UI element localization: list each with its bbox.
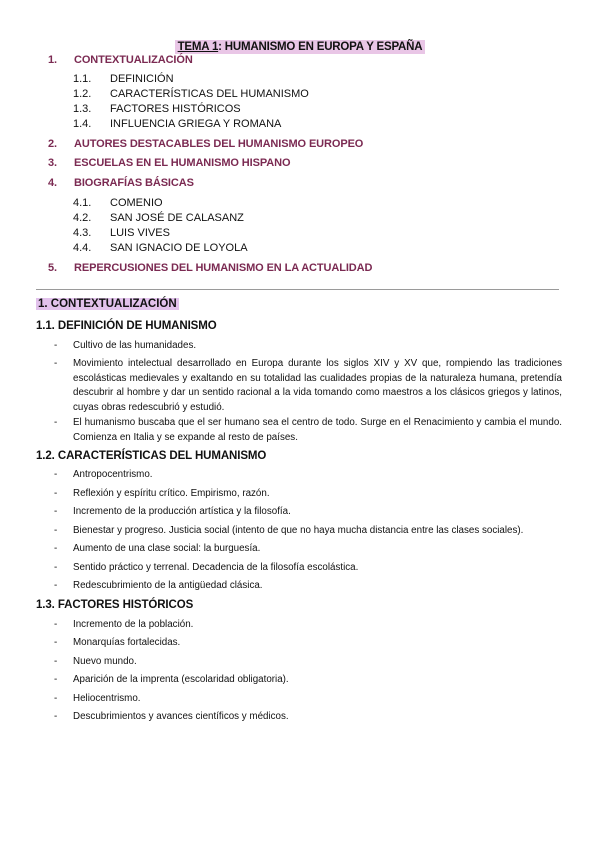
list-dash: -: [54, 525, 58, 536]
toc-item-1: [48, 54, 193, 66]
toc-label: BIOGRAFÍAS BÁSICAS: [74, 177, 194, 189]
toc-number: 1.4.: [73, 118, 92, 130]
list-dash: -: [54, 637, 58, 648]
toc-item-2: [48, 138, 363, 150]
list-item: [54, 636, 562, 651]
toc-number: 4.4.: [73, 242, 92, 254]
list-item-text: Bienestar y progreso. Justicia social (intento de que no haya mucha distancia entre las clases sociales).: [73, 525, 524, 536]
title-tema: TEMA 1: [177, 41, 219, 53]
list-item: [54, 487, 562, 502]
toc-number: 1.3.: [73, 103, 92, 115]
toc-number: 1.: [48, 54, 57, 66]
subsection-heading-factores: 1.3. FACTORES HISTÓRICOS: [36, 599, 194, 611]
list-dash: -: [54, 417, 58, 428]
list-item: [54, 655, 562, 670]
list-item: [54, 542, 562, 557]
list-item: [54, 339, 562, 354]
toc-number: 4.2.: [73, 212, 92, 224]
list-item: [54, 579, 562, 594]
subsection-heading-caracteristicas: 1.2. CARACTERÍSTICAS DEL HUMANISMO: [36, 450, 267, 462]
toc-label: SAN JOSÉ DE CALASANZ: [110, 212, 244, 224]
list-dash: -: [54, 340, 58, 351]
list-dash: -: [54, 358, 58, 369]
toc-subitem-4-2: [73, 212, 244, 224]
toc-label: LUIS VIVES: [110, 227, 170, 239]
list-item: [54, 505, 562, 520]
list-item: [54, 692, 562, 707]
list-item-text: Monarquías fortalecidas.: [73, 637, 181, 648]
toc-number: 4.1.: [73, 197, 92, 209]
toc-number: 5.: [48, 262, 57, 274]
list-dash: -: [54, 656, 58, 667]
document-title: [175, 40, 426, 54]
list-item: [54, 524, 562, 539]
subsection-heading-definicion: 1.1. DEFINICIÓN DE HUMANISMO: [36, 320, 217, 332]
toc-number: 4.: [48, 177, 57, 189]
list-item-text: Incremento de la producción artística y la filosofía.: [73, 506, 291, 517]
list-dash: -: [54, 543, 58, 554]
toc-label: CARACTERÍSTICAS DEL HUMANISMO: [110, 88, 309, 100]
list-dash: -: [54, 580, 58, 591]
toc-subitem-1-1: [73, 73, 174, 85]
list-item: [54, 561, 562, 576]
toc-label: FACTORES HISTÓRICOS: [110, 103, 241, 115]
toc-number: 2.: [48, 138, 57, 150]
title-row: [0, 37, 600, 55]
toc-number: 4.3.: [73, 227, 92, 239]
list-dash: -: [54, 693, 58, 704]
toc-subitem-1-2: [73, 88, 309, 100]
toc-label: ESCUELAS EN EL HUMANISMO HISPANO: [74, 157, 291, 169]
section-heading: 1. CONTEXTUALIZACIÓN: [38, 298, 177, 310]
toc-label: SAN IGNACIO DE LOYOLA: [110, 242, 248, 254]
list-item-text: Reflexión y espíritu crítico. Empirismo, razón.: [73, 488, 270, 499]
list-item-text: Aparición de la imprenta (escolaridad obligatoria).: [73, 674, 289, 685]
list-item-text: El humanismo buscaba que el ser humano sea el centro de todo. Surge en el Renacimiento y cambia el mundo. Comienza en Italia y se expande al resto de países.: [73, 417, 562, 443]
toc-label: COMENIO: [110, 197, 163, 209]
toc-item-5: [48, 262, 372, 274]
toc-number: 1.1.: [73, 73, 92, 85]
list-dash: -: [54, 711, 58, 722]
toc-label: INFLUENCIA GRIEGA Y ROMANA: [110, 118, 282, 130]
toc-item-3: [48, 157, 290, 169]
list-dash: -: [54, 619, 58, 630]
list-item: [54, 618, 562, 633]
divider: [36, 289, 559, 290]
list-item: [54, 416, 562, 445]
toc-subitem-1-3: [73, 103, 241, 115]
list-item-text: Sentido práctico y terrenal. Decadencia de la filosofía escolástica.: [73, 562, 359, 573]
toc-subitem-4-3: [73, 227, 170, 239]
list-dash: -: [54, 674, 58, 685]
list-dash: -: [54, 506, 58, 517]
title-text: : HUMANISMO EN EUROPA Y ESPAÑA: [218, 41, 423, 53]
toc-label: CONTEXTUALIZACIÓN: [74, 54, 193, 66]
list-item-text: Movimiento intelectual desarrollado en Europa durante los siglos XIV y XV que, rompiendo las tradiciones escolásticas medievales y exaltando en su totalidad las cualidades propias de la naturaleza humana, pretendía descubrir al hombre y dar un sentido racional a la vida tomando como maestros a los clásicos griegos y latinos, cuyas obras redescubrió y estudió.: [73, 358, 562, 413]
list-item: [54, 468, 562, 483]
toc-subitem-4-1: [73, 197, 163, 209]
list-item: [54, 673, 562, 688]
list-item: [54, 710, 562, 725]
toc-number: 1.2.: [73, 88, 92, 100]
toc-label: AUTORES DESTACABLES DEL HUMANISMO EUROPEO: [74, 138, 364, 150]
toc-subitem-1-4: [73, 118, 281, 130]
list-item-text: Descubrimientos y avances científicos y médicos.: [73, 711, 289, 722]
list-dash: -: [54, 488, 58, 499]
toc-number: 3.: [48, 157, 57, 169]
list-item-text: Incremento de la población.: [73, 619, 194, 630]
toc-label: DEFINICIÓN: [110, 73, 174, 85]
toc-subitem-4-4: [73, 242, 248, 254]
list-dash: -: [54, 562, 58, 573]
list-item: [54, 357, 562, 415]
toc-label: REPERCUSIONES DEL HUMANISMO EN LA ACTUALIDAD: [74, 262, 373, 274]
toc-item-4: [48, 177, 194, 189]
list-item-text: Cultivo de las humanidades.: [73, 340, 197, 351]
list-dash: -: [54, 469, 58, 480]
list-item-text: Nuevo mundo.: [73, 656, 137, 667]
list-item-text: Aumento de una clase social: la burguesía.: [73, 543, 261, 554]
list-item-text: Heliocentrismo.: [73, 693, 141, 704]
list-item-text: Antropocentrismo.: [73, 469, 153, 480]
list-item-text: Redescubrimiento de la antigüedad clásica.: [73, 580, 263, 591]
